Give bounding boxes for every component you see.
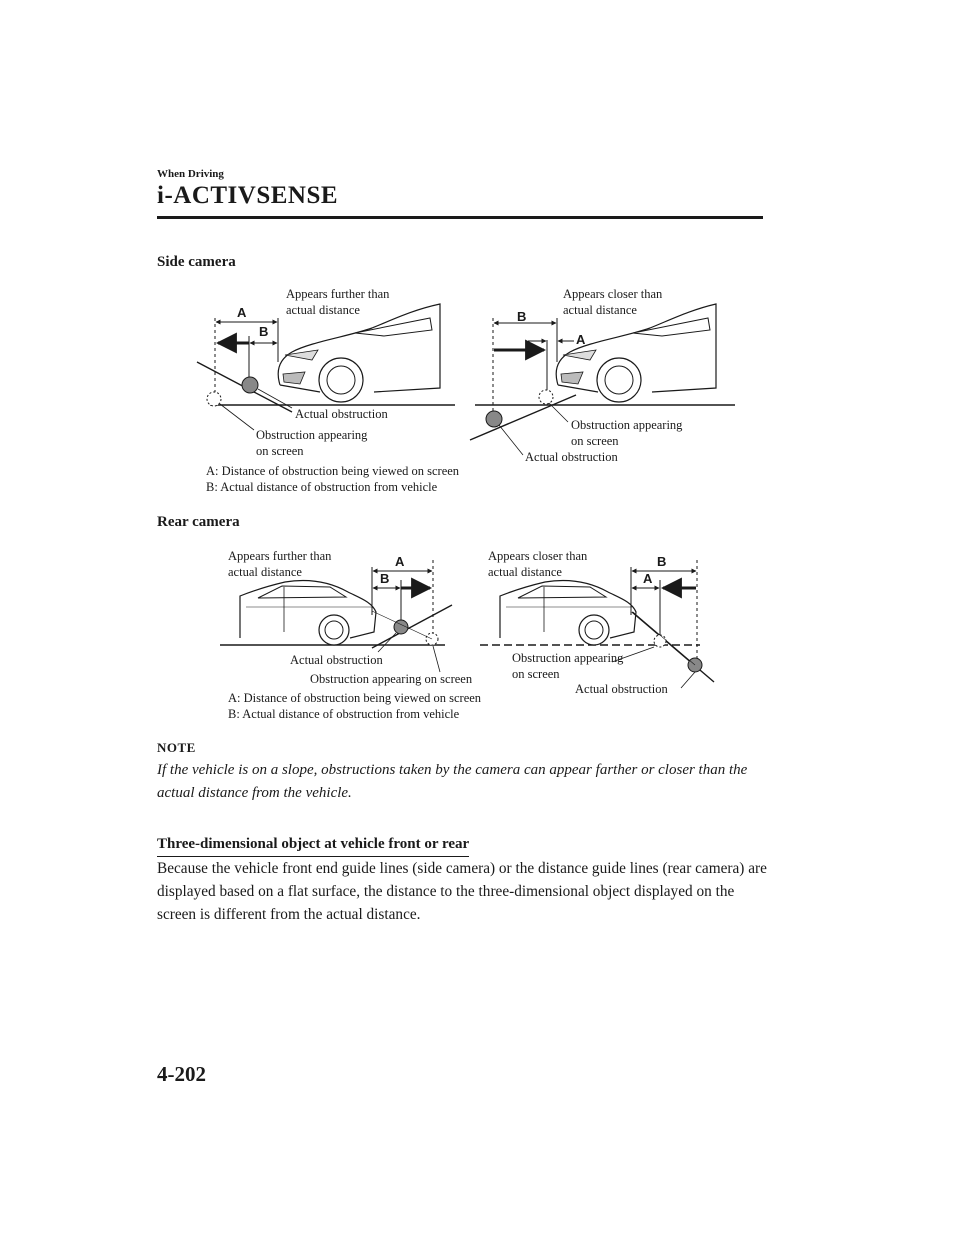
rear-right-actual-label: Actual obstruction (575, 682, 668, 696)
rear-right-marker-b: B (657, 554, 667, 569)
rear-left-caption-2: actual distance (228, 565, 302, 579)
side-camera-heading: Side camera (157, 254, 236, 270)
side-right-actual-label: Actual obstruction (525, 450, 618, 464)
side-left-screen-label-1: Obstruction appearing (256, 428, 368, 442)
rear-camera-left-diagram (220, 549, 473, 686)
rear-left-marker-a: A (395, 554, 405, 569)
note-heading: NOTE (157, 740, 196, 755)
side-right-screen-label-1: Obstruction appearing (571, 418, 683, 432)
rear-left-screen-label: Obstruction appearing on screen (310, 672, 473, 686)
side-left-screen-label-2: on screen (256, 444, 304, 458)
rear-left-marker-b: B (380, 571, 390, 586)
subsection-heading: Three-dimensional object at vehicle front or rear (157, 836, 469, 857)
side-camera-right-diagram (470, 287, 735, 464)
rear-right-marker-a: A (643, 571, 653, 586)
side-left-caption-2: actual distance (286, 303, 360, 317)
rear-legend-a: A: Distance of obstruction being viewed on screen (228, 691, 482, 705)
rear-left-caption-1: Appears further than (228, 549, 332, 563)
side-right-marker-a: A (576, 332, 586, 347)
side-left-marker-a: A (237, 305, 247, 320)
rear-right-screen-label-2: on screen (512, 667, 560, 681)
side-legend-a: A: Distance of obstruction being viewed on screen (206, 464, 460, 478)
side-left-actual-label: Actual obstruction (295, 407, 388, 421)
page-number: 4-202 (157, 1062, 206, 1086)
side-left-caption-1: Appears further than (286, 287, 390, 301)
side-right-screen-label-2: on screen (571, 434, 619, 448)
rear-right-screen-label-1: Obstruction appearing (512, 651, 624, 665)
side-camera-left-diagram (197, 287, 455, 458)
side-right-caption-1: Appears closer than (563, 287, 663, 301)
side-right-marker-b: B (517, 309, 527, 324)
side-right-caption-2: actual distance (563, 303, 637, 317)
chapter-title: When Driving (157, 168, 224, 180)
rear-camera-right-diagram (480, 549, 714, 696)
rear-right-caption-2: actual distance (488, 565, 562, 579)
subsection-body: Because the vehicle front end guide lines (side camera) or the distance guide lines (rear camera) are displayed based on a flat surface, the distance to the three-dimensional object displayed on the screen is different from the actual distance. (157, 860, 767, 923)
rear-legend-b: B: Actual distance of obstruction from vehicle (228, 707, 460, 721)
rear-right-caption-1: Appears closer than (488, 549, 588, 563)
rear-camera-heading: Rear camera (157, 514, 240, 530)
side-left-marker-b: B (259, 324, 269, 339)
side-legend-b: B: Actual distance of obstruction from vehicle (206, 480, 438, 494)
rear-left-actual-label: Actual obstruction (290, 653, 383, 667)
section-title: i-ACTIVSENSE (157, 182, 339, 209)
note-text: If the vehicle is on a slope, obstructions taken by the camera can appear farther or closer than the actual distance from the vehicle. (157, 762, 748, 801)
